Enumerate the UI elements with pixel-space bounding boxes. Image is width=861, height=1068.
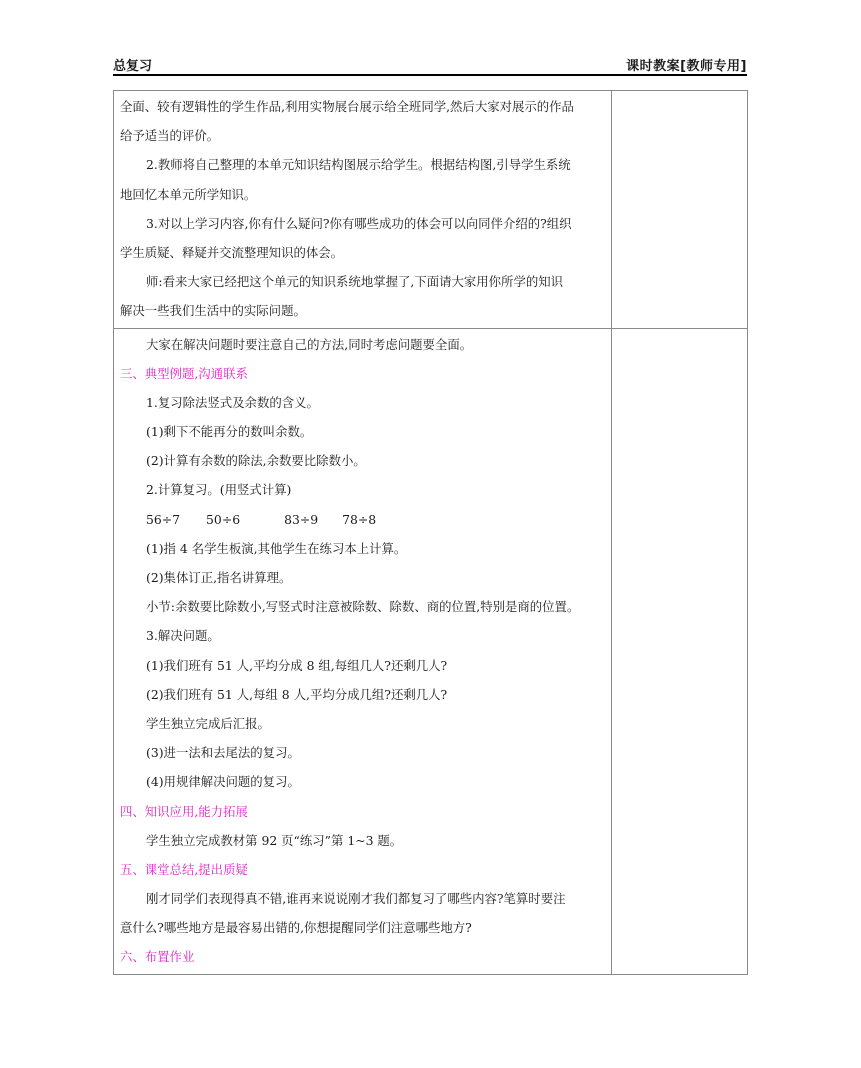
table-row: [114, 91, 748, 329]
paragraph-line: (2)我们班有 51 人,每组 8 人,平均分成几组?还剩几人?: [146, 686, 448, 702]
paragraph-line: 1.复习除法竖式及余数的含义。: [146, 394, 319, 410]
calc-expression: 56÷7: [146, 511, 181, 527]
paragraph-line: 学生独立完成后汇报。: [146, 715, 270, 731]
calc-expression: 78÷8: [342, 511, 377, 527]
paragraph-line: 2.教师将自己整理的本单元知识结构图展示给学生。根据结构图,引导学生系统: [146, 157, 571, 173]
calc-expression: 50÷6: [206, 511, 241, 527]
content-cell: [114, 328, 612, 974]
header-right-title: 课时教案[教师专用]: [626, 59, 747, 74]
paragraph-line: 意什么?哪些地方是最容易出错的,你想提醒同学们注意哪些地方?: [120, 920, 472, 936]
paragraph-line: 3.对以上学习内容,你有什么疑问?你有哪些成功的体会可以向同伴介绍的?组织: [146, 215, 572, 231]
page-header: [113, 53, 747, 75]
calc-exercises: [120, 505, 605, 534]
table-row: [114, 328, 748, 974]
paragraph-line: (4)用规律解决问题的复习。: [146, 774, 300, 790]
calc-expression: 83÷9: [284, 511, 319, 527]
notes-cell: [611, 328, 747, 974]
paragraph-line: 全面、较有逻辑性的学生作品,利用实物展台展示给全班同学,然后大家对展示的作品: [120, 99, 574, 114]
notes-cell: [611, 91, 747, 329]
paragraph-line: 给予适当的评价。: [120, 128, 220, 144]
paragraph-line: (1)我们班有 51 人,平均分成 8 组,每组几人?还剩几人?: [146, 657, 448, 673]
content-cell: [114, 91, 612, 329]
header-left-title: 总复习: [113, 59, 153, 74]
paragraph-line: (1)指 4 名学生板演,其他学生在练习本上计算。: [146, 540, 407, 556]
paragraph-line: (3)进一法和去尾法的复习。: [146, 745, 300, 761]
paragraph-line: 小节:余数要比除数小,写竖式时注意被除数、除数、商的位置,特别是商的位置。: [146, 599, 580, 615]
section-heading: 五、课堂总结,提出质疑: [120, 861, 248, 877]
paragraph-line: 2.计算复习。(用竖式计算): [146, 482, 292, 498]
paragraph-line: 刚才同学们表现得真不错,谁再来说说刚才我们都复习了哪些内容?笔算时要注: [146, 891, 566, 907]
paragraph-line: 大家在解决问题时要注意自己的方法,同时考虑问题要全面。: [146, 336, 473, 352]
paragraph-line: 学生质疑、释疑并交流整理知识的体会。: [120, 244, 344, 260]
paragraph-line: 师:看来大家已经把这个单元的知识系统地掌握了,下面请大家用你所学的知识: [146, 274, 564, 290]
paragraph-line: 地回忆本单元所学知识。: [120, 186, 257, 202]
paragraph-line: 解决一些我们生活中的实际问题。: [120, 303, 306, 319]
paragraph-line: (2)计算有余数的除法,余数要比除数小。: [146, 453, 366, 469]
lesson-plan-table: [113, 90, 748, 975]
header-rule: [113, 74, 747, 76]
paragraph-line: 3.解决问题。: [146, 628, 220, 644]
paragraph-line: (1)剩下不能再分的数叫余数。: [146, 424, 313, 440]
section-heading: 四、知识应用,能力拓展: [120, 803, 248, 819]
section-heading: 六、布置作业: [120, 949, 195, 965]
section-heading: 三、典型例题,沟通联系: [120, 365, 248, 381]
paragraph-line: 学生独立完成教材第 92 页“练习”第 1~3 题。: [146, 832, 403, 848]
paragraph-line: (2)集体订正,指名讲算理。: [146, 570, 292, 585]
